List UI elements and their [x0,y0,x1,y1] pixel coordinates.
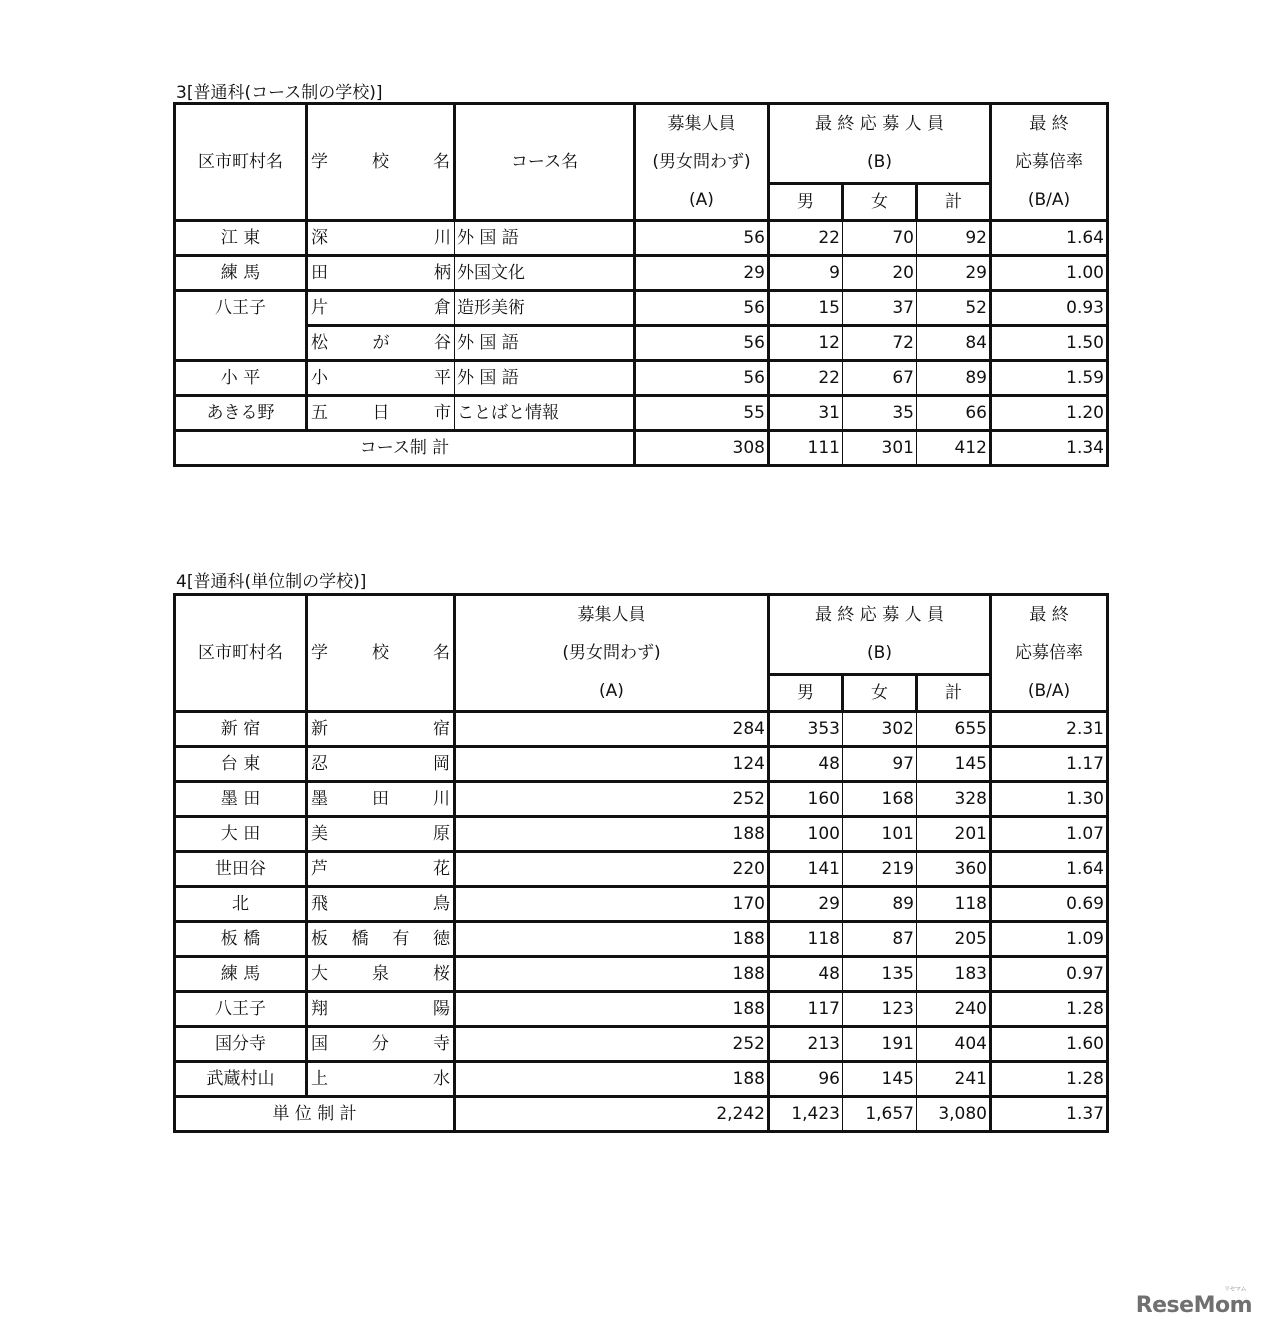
header-total: 計 [917,183,991,220]
quota-cell: 188 [455,922,769,957]
school-name-cell: 墨 田 川 [307,782,455,817]
municipality-cell: 江 東 [175,221,307,256]
table-row [175,992,1108,1027]
course-name-cell: ことばと情報 [455,396,635,431]
header-course-name: コース名 [455,104,635,221]
quota-cell: 188 [455,817,769,852]
female-cell: 219 [843,852,917,887]
female-cell: 72 [843,326,917,361]
school-name-cell: 芦 花 [307,852,455,887]
ratio-cell: 1.07 [991,817,1108,852]
ratio-cell: 1.64 [991,221,1108,256]
table-row [175,221,1108,256]
female-cell: 20 [843,256,917,291]
table-row [175,361,1108,396]
female-cell: 37 [843,291,917,326]
municipality-cell: 板 橋 [175,922,307,957]
school-name-cell: 飛 鳥 [307,887,455,922]
quota-cell: 55 [635,396,769,431]
female-cell: 191 [843,1027,917,1062]
male-cell: 213 [769,1027,843,1062]
quota-cell: 252 [455,1027,769,1062]
quota-cell: 29 [635,256,769,291]
total-row [175,1097,1108,1132]
header-ratio: 最 終 応募倍率 (B/A) [991,104,1108,221]
course-name-cell: 外国文化 [455,256,635,291]
header-municipality: 区市町村名 [175,104,307,221]
total-cell: 328 [917,782,991,817]
ratio-cell: 0.97 [991,957,1108,992]
school-name-cell: 国 分 寺 [307,1027,455,1062]
male-cell: 48 [769,747,843,782]
female-cell: 123 [843,992,917,1027]
total-cell: 84 [917,326,991,361]
header-quota: 募集人員 (男女問わず) (A) [455,595,769,712]
header-applicants: 最 終 応 募 人 員 [769,104,991,144]
header-male: 男 [769,674,843,711]
municipality-cell: 北 [175,887,307,922]
municipality-cell: 練 馬 [175,256,307,291]
school-name-cell: 小 平 [307,361,455,396]
municipality-cell: 八王子 [175,291,307,361]
ratio-cell: 1.28 [991,992,1108,1027]
quota-cell: 56 [635,221,769,256]
municipality-cell: 墨 田 [175,782,307,817]
course-name-cell: 造形美術 [455,291,635,326]
course-system-table [173,102,1109,467]
header-school-name: 学 校 名 [307,595,455,712]
municipality-cell: 大 田 [175,817,307,852]
table-row [175,782,1108,817]
female-cell: 145 [843,1062,917,1097]
quota-cell: 124 [455,747,769,782]
school-name-cell: 田 柄 [307,256,455,291]
ratio-cell: 1.28 [991,1062,1108,1097]
quota-cell: 56 [635,361,769,396]
total-ratio: 1.37 [991,1097,1108,1132]
ratio-cell: 1.20 [991,396,1108,431]
table-row [175,747,1108,782]
total-cell: 240 [917,992,991,1027]
female-cell: 70 [843,221,917,256]
male-cell: 22 [769,221,843,256]
female-cell: 302 [843,712,917,747]
school-name-cell: 美 原 [307,817,455,852]
total-cell: 241 [917,1062,991,1097]
school-name-cell: 翔 陽 [307,992,455,1027]
section-title-credit-system: 4[普通科(単位制の学校)] [176,572,367,592]
school-name-cell: 新 宿 [307,712,455,747]
ratio-cell: 1.50 [991,326,1108,361]
male-cell: 160 [769,782,843,817]
female-cell: 67 [843,361,917,396]
quota-cell: 56 [635,326,769,361]
male-cell: 29 [769,887,843,922]
header-female: 女 [843,674,917,711]
total-cell: 89 [917,361,991,396]
male-cell: 15 [769,291,843,326]
male-cell: 31 [769,396,843,431]
total-female: 301 [843,431,917,466]
female-cell: 101 [843,817,917,852]
municipality-cell: 国分寺 [175,1027,307,1062]
header-total: 計 [917,674,991,711]
header-applicants-b: (B) [769,143,991,183]
table-row [175,712,1108,747]
quota-cell: 56 [635,291,769,326]
municipality-cell: 武蔵村山 [175,1062,307,1097]
header-ratio: 最 終 応募倍率 (B/A) [991,595,1108,712]
ratio-cell: 1.09 [991,922,1108,957]
school-name-cell: 深 川 [307,221,455,256]
quota-cell: 188 [455,1062,769,1097]
municipality-cell: 台 東 [175,747,307,782]
total-cell: 92 [917,221,991,256]
course-name-cell: 外 国 語 [455,221,635,256]
quota-cell: 188 [455,992,769,1027]
school-name-cell: 五 日 市 [307,396,455,431]
total-cell: 655 [917,712,991,747]
ratio-cell: 1.64 [991,852,1108,887]
total-cell: 404 [917,1027,991,1062]
table-row [175,1062,1108,1097]
table-row [175,291,1108,326]
municipality-cell: 新 宿 [175,712,307,747]
male-cell: 12 [769,326,843,361]
total-male: 111 [769,431,843,466]
header-applicants: 最 終 応 募 人 員 [769,595,991,635]
course-name-cell: 外 国 語 [455,361,635,396]
school-name-cell: 片 倉 [307,291,455,326]
table-row [175,922,1108,957]
ratio-cell: 1.00 [991,256,1108,291]
table-row [175,957,1108,992]
female-cell: 97 [843,747,917,782]
quota-cell: 170 [455,887,769,922]
total-cell: 52 [917,291,991,326]
ratio-cell: 1.59 [991,361,1108,396]
ratio-cell: 1.17 [991,747,1108,782]
total-label: 単 位 制 計 [175,1097,455,1132]
male-cell: 118 [769,922,843,957]
total-cell: 145 [917,747,991,782]
total-row [175,431,1108,466]
male-cell: 96 [769,1062,843,1097]
school-name-cell: 大 泉 桜 [307,957,455,992]
section-title-course-system: 3[普通科(コース制の学校)] [176,83,383,103]
total-quota: 308 [635,431,769,466]
total-cell: 183 [917,957,991,992]
total-ratio: 1.34 [991,431,1108,466]
total-quota: 2,242 [455,1097,769,1132]
ratio-cell: 0.93 [991,291,1108,326]
total-female: 1,657 [843,1097,917,1132]
school-name-cell: 松 が 谷 [307,326,455,361]
ratio-cell: 2.31 [991,712,1108,747]
school-name-cell: 上 水 [307,1062,455,1097]
table-row [175,256,1108,291]
total-male: 1,423 [769,1097,843,1132]
female-cell: 135 [843,957,917,992]
total-cell: 66 [917,396,991,431]
header-male: 男 [769,183,843,220]
table-row [175,396,1108,431]
municipality-cell: 練 馬 [175,957,307,992]
resemom-logo: リセマム ReseMom [1135,1286,1252,1318]
male-cell: 117 [769,992,843,1027]
total-cell: 118 [917,887,991,922]
total-cell: 201 [917,817,991,852]
credit-system-table [173,593,1109,1133]
female-cell: 89 [843,887,917,922]
header-school-name: 学 校 名 [307,104,455,221]
ratio-cell: 1.60 [991,1027,1108,1062]
total-label: コース制 計 [175,431,635,466]
male-cell: 141 [769,852,843,887]
table-row [175,852,1108,887]
total-cell: 360 [917,852,991,887]
male-cell: 100 [769,817,843,852]
header-female: 女 [843,183,917,220]
total-cell: 29 [917,256,991,291]
quota-cell: 284 [455,712,769,747]
table-row [175,1027,1108,1062]
male-cell: 9 [769,256,843,291]
table-row [175,817,1108,852]
municipality-cell: あきる野 [175,396,307,431]
male-cell: 22 [769,361,843,396]
school-name-cell: 板 橋 有 徳 [307,922,455,957]
quota-cell: 188 [455,957,769,992]
municipality-cell: 八王子 [175,992,307,1027]
municipality-cell: 小 平 [175,361,307,396]
quota-cell: 252 [455,782,769,817]
female-cell: 168 [843,782,917,817]
ratio-cell: 0.69 [991,887,1108,922]
school-name-cell: 忍 岡 [307,747,455,782]
ratio-cell: 1.30 [991,782,1108,817]
header-applicants-b: (B) [769,634,991,674]
total-sum: 3,080 [917,1097,991,1132]
table-row [175,326,1108,361]
female-cell: 35 [843,396,917,431]
municipality-cell: 世田谷 [175,852,307,887]
total-sum: 412 [917,431,991,466]
course-name-cell: 外 国 語 [455,326,635,361]
male-cell: 48 [769,957,843,992]
quota-cell: 220 [455,852,769,887]
header-quota: 募集人員 (男女問わず) (A) [635,104,769,221]
total-cell: 205 [917,922,991,957]
female-cell: 87 [843,922,917,957]
male-cell: 353 [769,712,843,747]
table-row [175,887,1108,922]
header-municipality: 区市町村名 [175,595,307,712]
